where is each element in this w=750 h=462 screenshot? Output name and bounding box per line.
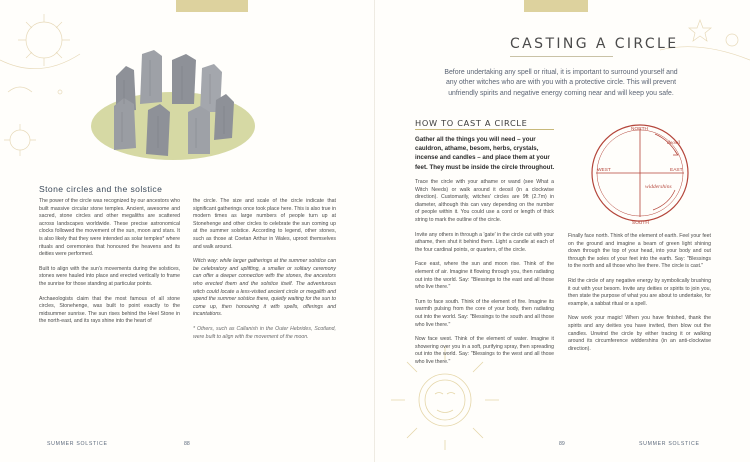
left-column-1 (39, 198, 180, 333)
title-underline (510, 56, 613, 57)
step-paragraph: Face east, where the sun and moon rise. Think of the element of air. Imagine it flowing through you, then radiating out into the world. Say: "Blessings to the east and all those who live there." (415, 261, 554, 291)
paragraph: Archaeologists claim that the most famous of all stone circles, Stonehenge, was built to point exactly to the midsummer sunrise. The sun rises behind the Heel Stone in the north-east, and its rays shine into the heart of (39, 295, 180, 325)
footer-label: SUMMER SOLSTICE (639, 441, 700, 447)
page-number: 89 (559, 441, 565, 447)
section-heading: Stone circles and the solstice (39, 184, 163, 194)
step-paragraph: Rid the circle of any negative energy by symbolically brushing it out with your besom. Invite any deities or spirits to join you, then state the purpose of what you are about to undertake, for example, a sabbat ritual or a spell. (568, 277, 711, 307)
page-title: CASTING A CIRCLE (510, 36, 679, 52)
left-column-2 (193, 198, 336, 348)
right-column-2 (568, 233, 711, 360)
south-label: SOUTH (632, 221, 649, 226)
step-paragraph: Finally face north. Think of the element of earth. Feel your feet on the ground and imagine a beam of green light shining down through the top of your head, into your body and out through the soles of your feet into the earth. Say: "Blessings to the north and all those who live there. The circle is cast." (568, 233, 711, 270)
east-label: EAST (670, 168, 683, 173)
paragraph: Witch way: while larger gatherings at the summer solstice can be celebratory and uplifting, a smaller or solitary ceremony can offer a deeper connection with the stones, the ancestors who erected them and the solstice itself. The adventurous witch could locate a less-visited ancient circle or megalith and spend the summer solstice there, quietly waiting for the sun to come up, then honouring it with spells, offerings and incantations. (193, 258, 336, 318)
paragraph: The power of the circle was recognized by our ancestors who built massive circular stone temples. Ancient, awesome and sacred, stone circles and other megaliths are scattered across landscapes worldwide. These precise astronomical clocks followed the movement of the sun, moon and stars. It is also likely that they were intended as solar temples* where rituals and ceremonies that honoured the heavens and its deities were performed. (39, 198, 180, 258)
footnote: * Others, such as Callanish in the Outer Hebrides, Scotland, were built to align with the movement of the moon. (193, 325, 336, 340)
stone-circle-illustration (88, 30, 258, 170)
paragraph: Built to align with the sun's movements during the solstices, stones were hauled into place and erected vertically to frame the sunrise for those standing at particular points. (39, 265, 180, 287)
right-page (375, 0, 750, 462)
intro-paragraph: Before undertaking any spell or ritual, it is important to surround yourself and any other witches who are with you with a protective circle. This will prevent unfriendly spirits and negative energy coming near and will keep you safe. (444, 69, 678, 97)
paragraph: the circle. The size and scale of the circle indicate that significant gatherings once took place here. This is also true in modern times as large numbers of people turn up at Stonehenge and other circles to celebrate the sun coming up at the summer solstice. According to legend, other stones, such as those at Coetan Arthur in Wales, uproot themselves and walk around. (193, 198, 336, 250)
widdershins-label: widdershins (645, 184, 672, 190)
step-paragraph: Trace the circle with your athame or wand (see What a Witch Needs) or walk around it deosil (in a clockwise direction). Customarily, witches' circles are 9ft (2.7m) in diameter, although this can vary depending on the number of people within it. You could use a cord or length of thick string to mark the outline of the circle. (415, 179, 554, 223)
step-paragraph: Invite any others in through a 'gate' in the circle cut with your athame, then shut it behind them. Light a candle at each of the four cardinal points, or quarters, of the circle. (415, 231, 554, 253)
step-paragraph: Turn to face south. Think of the element of fire. Imagine its warmth pulsing from the core of your body, then radiating out into the world. Say: "Blessings to the south and all those who live there." (415, 298, 554, 328)
deosil-label: deosil (667, 140, 681, 146)
header-tab (176, 0, 248, 12)
north-label: NORTH (631, 127, 648, 132)
footer-label: SUMMER SOLSTICE (47, 441, 108, 447)
subheading: HOW TO CAST A CIRCLE (415, 118, 528, 128)
header-tab (524, 0, 588, 12)
subheading-rule (415, 129, 554, 130)
step-paragraph: Now face west. Think of the element of water. Imagine it showering over you in a soft, purifying spray, then spreading out into the world. Say: "Blessings to the west and all those who live there." (415, 336, 554, 365)
lead-paragraph: Gather all the things you will need – your cauldron, athame, besom, herbs, crystals, incense and candles – and place them at your feet. They must be inside the circle throughout. (415, 136, 555, 171)
right-column-1 (415, 179, 554, 373)
step-paragraph: Now work your magic! When you have finished, thank the spirits and any deities you have invited, then blow out the candles. Unwind the circle by either tracing it or walking around its circumference widdershins (in an anti-clockwise direction). (568, 315, 711, 352)
circle-casting-diagram (585, 118, 695, 228)
page-number: 88 (184, 441, 190, 447)
west-label: WEST (597, 168, 611, 173)
celestial-decoration-icon (0, 0, 120, 190)
